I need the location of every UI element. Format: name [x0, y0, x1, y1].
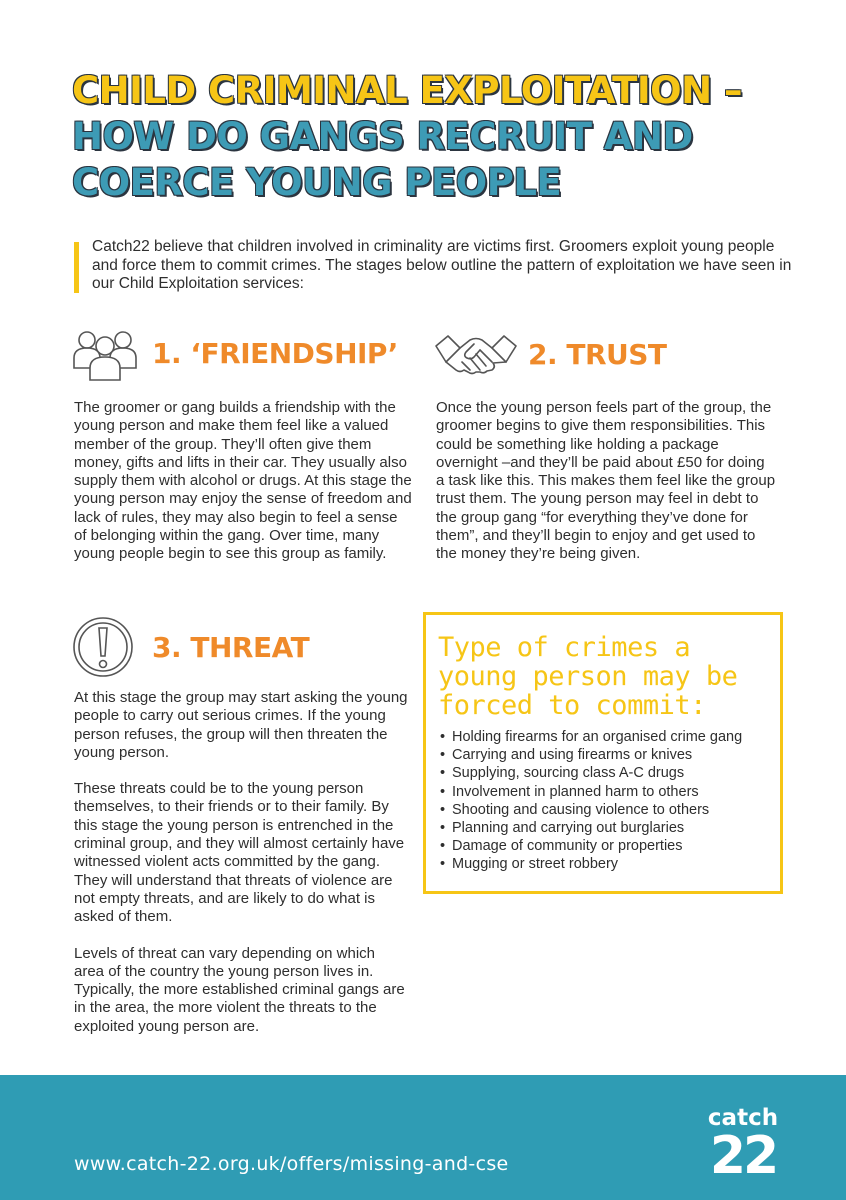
logo-number: 22 [709, 1126, 777, 1177]
list-item: • Shooting and causing violence to others [440, 801, 742, 819]
handshake-icon [434, 326, 518, 382]
exclamation-circle-icon [72, 616, 134, 678]
section-trust-paragraph: Once the young person feels part of the group, the groomer begins to give them responsibilities. This could be something like holding a package overnight –and they’ll be paid about £50 for doing a task like this. This makes them feel like the group trust them. The young person may feel in debt to the group gang “for everything they’ve done for them”, and they’ll begin to enjoy and get used to the money they’re being given. [436, 399, 776, 563]
section-threat-heading: 3. THREAT [152, 630, 310, 664]
section-trust-heading: 2. TRUST [528, 337, 667, 371]
section-threat-paragraph-3: Levels of threat can vary depending on which area of the country the young person lives in. Typically, the more established criminal gangs are in the area, the more violent the threats to the exploited young person are. [74, 944, 405, 1035]
section-trust-header [434, 326, 667, 382]
list-item: • Planning and carrying out burglaries [440, 819, 742, 837]
footer [0, 1075, 846, 1200]
section-friendship-paragraph: The groomer or gang builds a friendship with the young person and make them feel like a valued member of the group. They’ll often give them money, gifts and lifts in their car. They usually also supply them with alcohol or drugs. At this stage the young person may enjoy the sense of freedom and lack of rules, they may also begin to feel a sense of belonging within the gang. Over time, many young people begin to see this group as family. [74, 399, 412, 563]
intro-block [74, 238, 794, 294]
catch22-logo [708, 1103, 778, 1177]
list-item: • Damage of community or properties [440, 837, 742, 855]
crimes-box [423, 612, 783, 894]
section-threat-paragraph-1: At this stage the group may start asking the young people to carry out serious crimes. If the young person refuses, the group will then threaten the young person. [74, 689, 408, 761]
section-friendship-header [72, 324, 398, 382]
title-line-1: CHILD CRIMINAL EXPLOITATION – [72, 69, 742, 112]
crimes-heading: Type of crimes a young person may be forced to commit: [438, 632, 738, 721]
section-friendship-body [74, 399, 414, 582]
list-item: • Carrying and using firearms or knives [440, 746, 742, 764]
intro-accent-bar [74, 242, 79, 293]
section-friendship-heading: 1. ‘FRIENDSHIP’ [152, 336, 398, 370]
crimes-list [440, 728, 742, 874]
title-line-3: COERCE YOUNG PEOPLE [72, 161, 562, 204]
title-line-2: HOW DO GANGS RECRUIT AND [72, 115, 693, 158]
list-item: • Holding firearms for an organised crime gang [440, 728, 742, 746]
list-item: • Mugging or street robbery [440, 855, 742, 873]
page-title [72, 68, 792, 206]
list-item: • Involvement in planned harm to others [440, 783, 742, 801]
list-item: • Supplying, sourcing class A-C drugs [440, 764, 742, 782]
logo-word: catch [708, 1105, 778, 1131]
people-group-icon [72, 324, 138, 382]
section-threat-paragraph-2: These threats could be to the young person themselves, to their friends or to their family. By this stage the young person is entrenched in the criminal group, and they will almost certainly have witnessed violent acts committed by the gang. They will understand that threats of violence are not empty threats, and are likely to do what is asked of them. [74, 780, 405, 926]
footer-url-link[interactable]: www.catch-22.org.uk/offers/missing-and-cse [74, 1153, 509, 1175]
section-threat-body [74, 689, 409, 1054]
section-trust-body [436, 399, 776, 582]
section-threat-header [72, 616, 309, 678]
intro-text: Catch22 believe that children involved in criminality are victims first. Groomers exploit young people and force them to commit crimes. The stages below outline the pattern of exploitation we have seen in our Child Exploitation services: [92, 238, 792, 292]
